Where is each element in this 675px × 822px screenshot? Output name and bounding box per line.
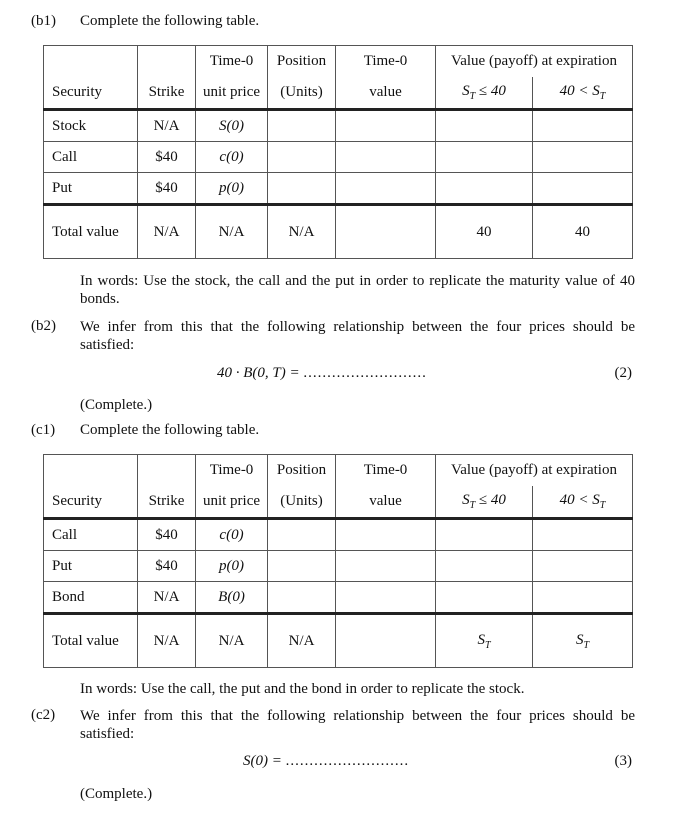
b2-complete: (Complete.) <box>80 397 153 413</box>
c1-total-value-input[interactable] <box>336 614 436 668</box>
c1-h2-security: Security <box>44 486 138 519</box>
b1-row-security: Call <box>44 142 138 173</box>
b1-total-label: Total value <box>44 205 138 259</box>
b1-total-units: N/A <box>268 205 336 259</box>
c1-row-strike: $40 <box>138 519 196 551</box>
c1-row-units-input[interactable] <box>268 582 336 614</box>
c1-row-value-input[interactable] <box>336 582 436 614</box>
c1-row-value-input[interactable] <box>336 519 436 551</box>
c1-row-units-input[interactable] <box>268 519 336 551</box>
b1-h2-units: (Units) <box>268 77 336 110</box>
c1-h2-strike: Strike <box>138 486 196 519</box>
b1-h2-security: Security <box>44 77 138 110</box>
c1-row-security: Put <box>44 551 138 582</box>
c1-row-price: p(0) <box>196 551 268 582</box>
b1-row-low-input[interactable] <box>436 110 533 142</box>
b1-row-low-input[interactable] <box>436 173 533 205</box>
c1-instruction: Complete the following table. <box>80 422 260 438</box>
b1-row-high-input[interactable] <box>533 173 633 205</box>
b1-header-row-2 <box>44 77 633 110</box>
table-row <box>44 551 633 582</box>
c1-table <box>43 454 633 668</box>
b1-h1-time0: Time-0 <box>196 46 268 78</box>
b1-h1-position: Position <box>268 46 336 78</box>
table-row <box>44 173 633 205</box>
b1-row-high-input[interactable] <box>533 110 633 142</box>
b1-h2-unit-price: unit price <box>196 77 268 110</box>
b1-h1-time0-value: Time-0 <box>336 46 436 78</box>
b1-h2-high: $40 < S_T$ <box>533 77 633 110</box>
c1-row-security: Call <box>44 519 138 551</box>
c1-total-row <box>44 614 633 668</box>
c1-row-low-input[interactable] <box>436 582 533 614</box>
c1-h1-position: Position <box>268 455 336 487</box>
table-row <box>44 110 633 142</box>
b2-equation <box>217 365 427 382</box>
b1-row-units-input[interactable] <box>268 110 336 142</box>
b1-row-security: Put <box>44 173 138 205</box>
b1-h2-low: $S_T \le 40$ <box>436 77 533 110</box>
table-row <box>44 582 633 614</box>
c1-h2-units: (Units) <box>268 486 336 519</box>
b1-h1-blank-1 <box>44 46 138 78</box>
b1-total-price: N/A <box>196 205 268 259</box>
b1-h1-payoff: Value (payoff) at expiration <box>436 46 633 78</box>
b1-total-low: 40 <box>436 205 533 259</box>
c2-text: We infer from this that the following relationship between the four prices should be satisfied: <box>80 708 635 742</box>
b1-row-units-input[interactable] <box>268 173 336 205</box>
c1-row-value-input[interactable] <box>336 551 436 582</box>
c1-header-row-2 <box>44 486 633 519</box>
c1-total-high: $S_T$ <box>533 614 633 668</box>
c2-marks: (3) <box>614 753 632 769</box>
b1-row-strike: N/A <box>138 110 196 142</box>
b1-h2-value: value <box>336 77 436 110</box>
b1-row-value-input[interactable] <box>336 110 436 142</box>
b2-marks: (2) <box>614 365 632 381</box>
b1-table <box>43 45 633 259</box>
c1-row-price: B(0) <box>196 582 268 614</box>
b1-in-words: In words: Use the stock, the call and the put in order to replicate the maturity value of 40 bonds. <box>80 273 635 307</box>
b2-text: We infer from this that the following relationship between the four prices should be satisfied: <box>80 319 635 353</box>
c1-h2-high: $40 < S_T$ <box>533 486 633 519</box>
b1-row-strike: $40 <box>138 173 196 205</box>
b2-label: (b2) <box>31 318 56 334</box>
c1-row-price: c(0) <box>196 519 268 551</box>
c1-row-strike: $40 <box>138 551 196 582</box>
c2-label: (c2) <box>31 707 56 723</box>
c2-equation <box>243 753 409 770</box>
b1-total-value-input[interactable] <box>336 205 436 259</box>
c1-row-units-input[interactable] <box>268 551 336 582</box>
b1-label: (b1) <box>31 13 56 29</box>
b2-answer-blank[interactable]: .......................... <box>303 365 427 381</box>
b1-row-price: S(0) <box>196 110 268 142</box>
b1-h2-strike: Strike <box>138 77 196 110</box>
c1-label: (c1) <box>31 422 56 438</box>
b1-header-row-1 <box>44 46 633 78</box>
c1-total-price: N/A <box>196 614 268 668</box>
c2-equation-lhs: S(0) = <box>243 753 286 769</box>
b1-row-price: p(0) <box>196 173 268 205</box>
c1-h2-low: $S_T \le 40$ <box>436 486 533 519</box>
c1-row-high-input[interactable] <box>533 519 633 551</box>
b1-row-security: Stock <box>44 110 138 142</box>
c1-total-strike: N/A <box>138 614 196 668</box>
b1-row-strike: $40 <box>138 142 196 173</box>
c1-header-row-1 <box>44 455 633 487</box>
c1-h1-blank-1 <box>44 455 138 487</box>
c1-h1-payoff: Value (payoff) at expiration <box>436 455 633 487</box>
b1-total-strike: N/A <box>138 205 196 259</box>
c1-h1-time0: Time-0 <box>196 455 268 487</box>
c1-row-low-input[interactable] <box>436 519 533 551</box>
b1-total-high: 40 <box>533 205 633 259</box>
c2-answer-blank[interactable]: .......................... <box>285 753 410 769</box>
c1-total-label: Total value <box>44 614 138 668</box>
c1-h2-value: value <box>336 486 436 519</box>
b1-total-row <box>44 205 633 259</box>
c1-total-units: N/A <box>268 614 336 668</box>
b1-row-price: c(0) <box>196 142 268 173</box>
c1-row-low-input[interactable] <box>436 551 533 582</box>
c2-complete: (Complete.) <box>80 786 153 802</box>
c1-row-security: Bond <box>44 582 138 614</box>
b1-row-value-input[interactable] <box>336 142 436 173</box>
c1-row-strike: N/A <box>138 582 196 614</box>
b1-row-high-input[interactable] <box>533 142 633 173</box>
c1-row-high-input[interactable] <box>533 582 633 614</box>
c1-h2-unit-price: unit price <box>196 486 268 519</box>
b1-instruction: Complete the following table. <box>80 13 260 29</box>
b1-row-units-input[interactable] <box>268 142 336 173</box>
c1-total-low: $S_T$ <box>436 614 533 668</box>
b2-equation-lhs: 40 · B(0, T) = <box>217 365 304 381</box>
c1-h1-blank-2 <box>138 455 196 487</box>
table-row <box>44 142 633 173</box>
b1-h1-blank-2 <box>138 46 196 78</box>
table-row <box>44 519 633 551</box>
b1-row-value-input[interactable] <box>336 173 436 205</box>
b1-row-low-input[interactable] <box>436 142 533 173</box>
c1-row-high-input[interactable] <box>533 551 633 582</box>
c1-in-words: In words: Use the call, the put and the bond in order to replicate the stock. <box>80 681 525 697</box>
c1-h1-time0-value: Time-0 <box>336 455 436 487</box>
